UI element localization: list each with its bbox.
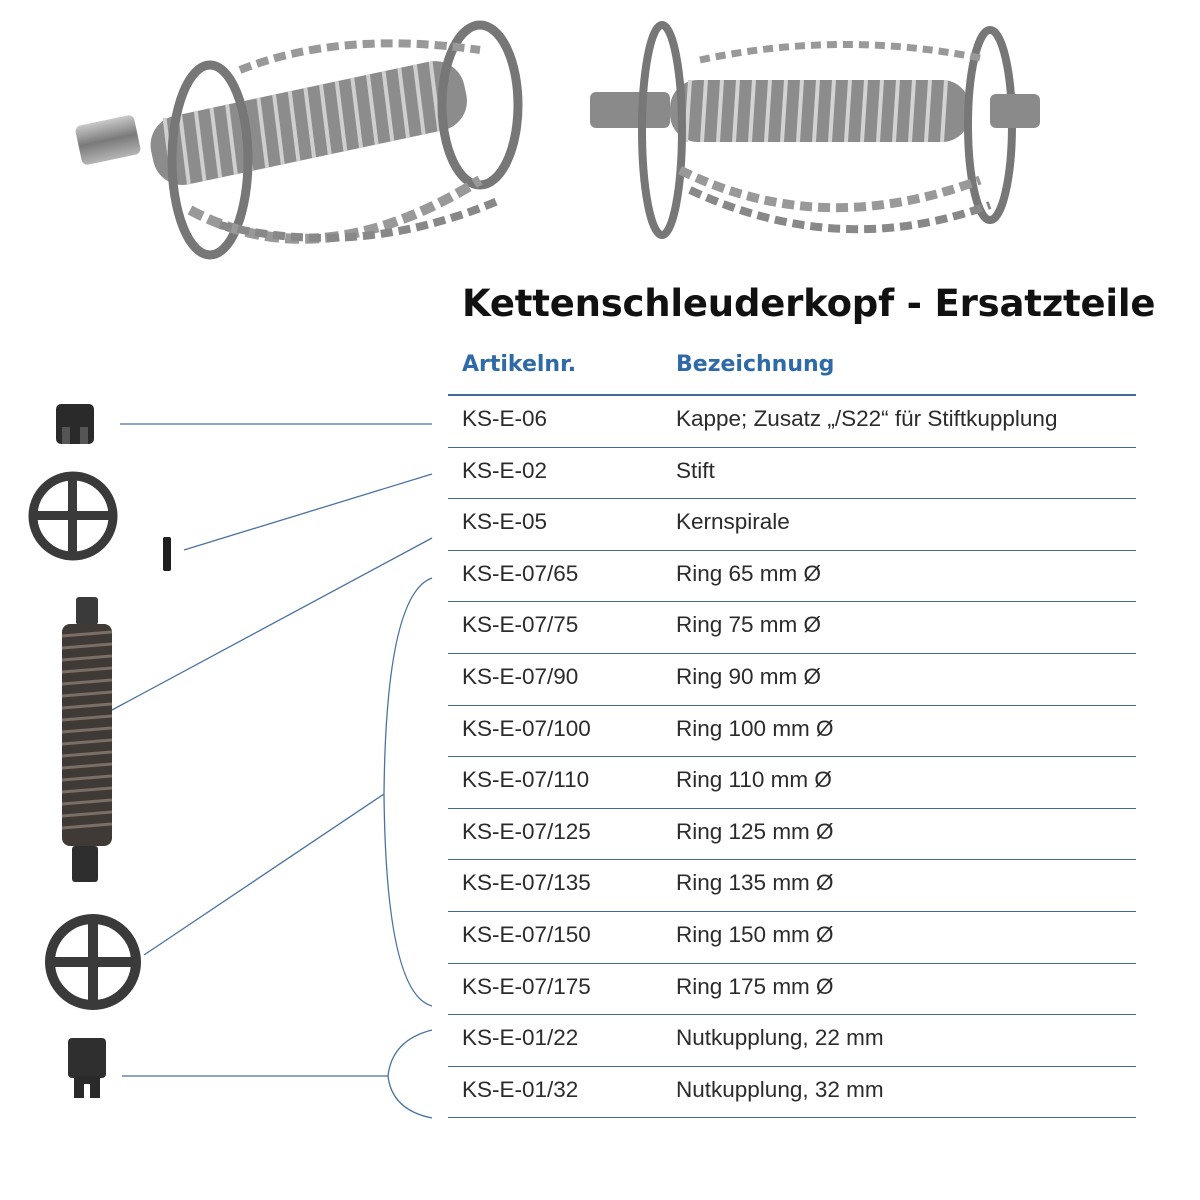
header-description: Bezeichnung bbox=[676, 352, 835, 377]
article-number: KS-E-02 bbox=[462, 457, 548, 483]
coupling-part bbox=[68, 1038, 106, 1098]
article-number: KS-E-07/125 bbox=[462, 818, 591, 844]
part-description: Ring 125 mm Ø bbox=[676, 818, 834, 844]
leader-line-pin bbox=[184, 474, 432, 550]
part-description: Nutkupplung, 32 mm bbox=[676, 1076, 884, 1102]
part-description: Ring 135 mm Ø bbox=[676, 870, 834, 896]
article-number: KS-E-01/32 bbox=[462, 1076, 579, 1102]
part-description: Ring 100 mm Ø bbox=[676, 715, 834, 741]
ring-bracket bbox=[384, 578, 432, 1006]
leader-line-spring bbox=[112, 538, 432, 710]
article-number: KS-E-07/65 bbox=[462, 560, 579, 586]
article-number: KS-E-07/90 bbox=[462, 663, 579, 689]
part-description: Stift bbox=[676, 457, 715, 483]
part-description: Ring 75 mm Ø bbox=[676, 612, 822, 638]
part-description: Nutkupplung, 22 mm bbox=[676, 1025, 884, 1051]
article-number: KS-E-07/110 bbox=[462, 767, 590, 793]
article-number: KS-E-07/100 bbox=[462, 715, 591, 741]
article-number: KS-E-01/22 bbox=[462, 1025, 579, 1051]
ring-part-top bbox=[33, 476, 113, 556]
ring-part-bottom bbox=[50, 919, 136, 1005]
page-title: Kettenschleuderkopf - Ersatzteile bbox=[462, 282, 1156, 325]
leader-lines bbox=[112, 424, 432, 1118]
pin-part bbox=[163, 537, 171, 571]
part-description: Kernspirale bbox=[676, 509, 790, 535]
article-number: KS-E-07/135 bbox=[462, 870, 591, 896]
part-description: Ring 65 mm Ø bbox=[676, 560, 822, 586]
cap-part bbox=[56, 404, 94, 444]
core-spring-part bbox=[62, 597, 112, 882]
part-description: Ring 175 mm Ø bbox=[676, 973, 834, 999]
coupling-bracket bbox=[388, 1030, 432, 1118]
leader-line-ring bbox=[144, 794, 384, 955]
article-number: KS-E-07/75 bbox=[462, 612, 579, 638]
article-number: KS-E-07/175 bbox=[462, 973, 591, 999]
article-number: KS-E-07/150 bbox=[462, 921, 591, 947]
part-description: Kappe; Zusatz „/S22“ für Stiftkupplung bbox=[676, 406, 1058, 431]
part-description: Ring 110 mm Ø bbox=[676, 767, 832, 793]
part-description: Ring 150 mm Ø bbox=[676, 921, 834, 947]
article-number: KS-E-05 bbox=[462, 509, 548, 535]
part-description: Ring 90 mm Ø bbox=[676, 663, 822, 689]
article-number: KS-E-06 bbox=[462, 406, 548, 431]
header-article: Artikelnr. bbox=[462, 352, 577, 377]
